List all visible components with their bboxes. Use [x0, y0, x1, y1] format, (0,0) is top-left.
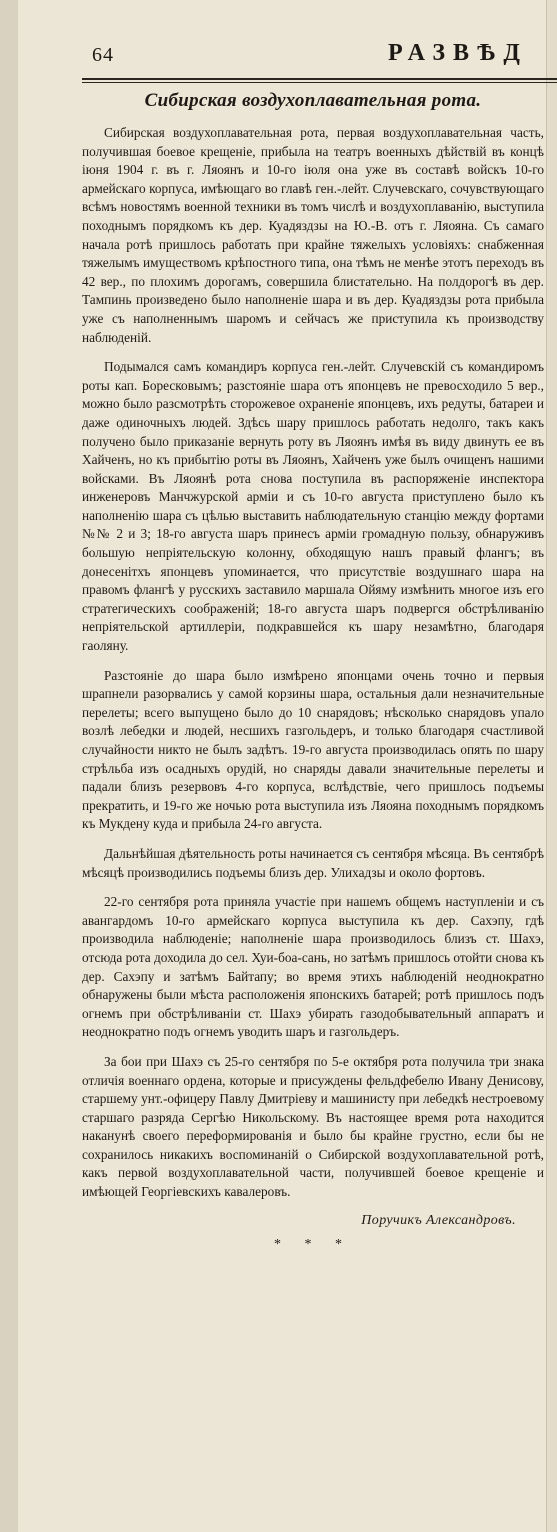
author-signature: Поручикъ Александровъ. [361, 1212, 516, 1228]
page-header [0, 0, 557, 80]
page-right-edge [546, 0, 557, 1532]
paragraph: Разстояніе до шара было измѣрено японцами очень точно и первыя шрапнели разорвались у самой корзины шара, остальныя дали незначительные перелеты; всего выпущено было до 10 снарядовъ; нѣсколько снарядовъ упало возлѣ лебедки и людей, несшихъ газгольдеръ, и только благодаря счастливой случайности никто не былъ задѣтъ. 19-го августа производилась опять по шару стрѣльба изъ осадныхъ орудій, но снаряды давали значительные перелеты и падали близъ резервовъ 4-го корпуса, вслѣдствіе, чего пришлось подъемы прекратить, и 19-го же ночью рота выступила изъ Ляояна походнымъ порядкомъ къ Мукдену куда и прибыла 24-го августа. [82, 667, 544, 832]
paragraph: Сибирская воздухоплавательная рота, первая воздухоплавательная часть, получившая боевое крещеніе, прибыла на театръ военныхъ дѣйствій въ концѣ іюня 1904 г. въ г. Ляоянъ и 10-го іюля она уже въ составѣ войскъ 10-го армейскаго корпуса, имѣющаго во главѣ ген.-лейт. Случевскаго, сочувствующаго всѣмъ новостямъ военной техники въ томъ числѣ и воздухоплаванію, выступила походнымъ порядкомъ къ дер. Куадяздзы на Ю.-В. отъ г. Ляояна. Съ самаго начала ротѣ пришлось работать при крайне тяжелыхъ условіяхъ: снабженная тяжелымъ имуществомъ крѣпостного типа, она тѣмъ не менѣе этотъ переходъ въ 42 вер., по плохимъ дорогамъ, совершила блистательно. На полдорогѣ въ дер. Тампинь произведено было наполненіе шара и въ дер. Куадяздзы рота прибыла уже съ наполненнымъ шаромъ и сейчасъ же приступила къ производству наблюденій. [82, 125, 544, 345]
section-ornament: * * * [274, 1236, 352, 1252]
paragraph: За бои при Шахэ съ 25-го сентября по 5-е октября рота получила три знака отличія военнаго ордена, которые и присуждены фельдфебелю Ивану Денисову, старшему унт.-офицеру Павлу Дмитріеву и машинисту при лебедкѣ нестроевому старшаго разряда Сергѣю Никольскому. Въ настоящее время рота находится наканунѣ своего переформированія и было бы крайне грустно, если бы не сохранилось никакихъ воспоминаній о Сибирской воздухоплавательной ротѣ, какъ первой воздухоплавательной части, получившей боевое крещеніе и имѣющей Георгіевскихъ кавалеровъ. [82, 1053, 544, 1200]
page-gutter [0, 0, 18, 1532]
header-rule-thin [82, 82, 557, 83]
paragraph: Дальнѣйшая дѣятельность роты начинается съ сентября мѣсяца. Въ сентябрѣ мѣсяцѣ производились подъемы близъ дер. Улихадзы и около фортовъ. [82, 845, 544, 880]
paragraph: Подымался самъ командиръ корпуса ген.-лейт. Случевскій съ командиромъ роты кап. Боресковымъ; разстояніе шара отъ японцевъ не превосходило 5 вер., можно было разсмотрѣть сторожевое охраненіе японцевъ, ихъ редуты, батареи и даже одиночныхъ людей. Здѣсь шару пришлось работать недолго, такъ какъ получено было приказаніе вернуть роту въ Ляоянъ имѣя въ виду двинуть ее въ Хайченъ, но къ прибытію роты въ Ляоянъ, Хайченъ уже былъ очищенъ нашими войсками. Въ Ляоянѣ рота снова поступила въ распоряженіе инспектора инженеровъ Манчжурской арміи и съ 10-го августа приступлено было къ наполненію шара съ цѣлью выставить наблюдательную станцію между фортами №№ 2 и 3; 18-го августа шаръ принесъ арміи громадную пользу, обнаруживъ большую непріятельскую колонну, обходящую нашъ правый флангъ; въ донесенітхъ японцевъ упоминается, что присутствіе воздушнаго шара на правомъ флангѣ у русскихъ заставило маршала Ойяму измѣнить многое изъ его стратегическихъ соображеній; 18-го августа шаръ подвергся обстрѣливанію непріятельской артиллеріи, подкравшейся къ шару незамѣтно, благодаря гаоляну. [82, 359, 544, 654]
article [82, 90, 544, 1253]
header-rule [82, 78, 557, 80]
article-title: Сибирская воздухоплавательная рота. [144, 90, 482, 111]
paragraph: 22-го сентября рота приняла участіе при нашемъ общемъ наступленіи и съ авангардомъ 10-го армейскаго корпуса выступила къ дер. Сахэпу, гдѣ производила наблюденіе; наполненіе шара производилось близъ ст. Шахэ, отсюда рота доходила до сел. Хуи-боа-сань, но затѣмъ пришлось отойти снова къ дер. Сахэпу и затѣмъ Байтапу; во время этихъ наблюденій неоднократно обнаружены были мѣста расположенія японскихъ батарей; ротѣ пришлось подъ огнемъ при обстрѣливаніи ст. Шахэ убирать газодобывательный аппаратъ и неоднократно подъ огнемъ уводить шаръ и газгольдеръ. [82, 894, 544, 1040]
running-title: РАЗВѢД [388, 40, 528, 66]
page-number: 64 [92, 44, 114, 66]
